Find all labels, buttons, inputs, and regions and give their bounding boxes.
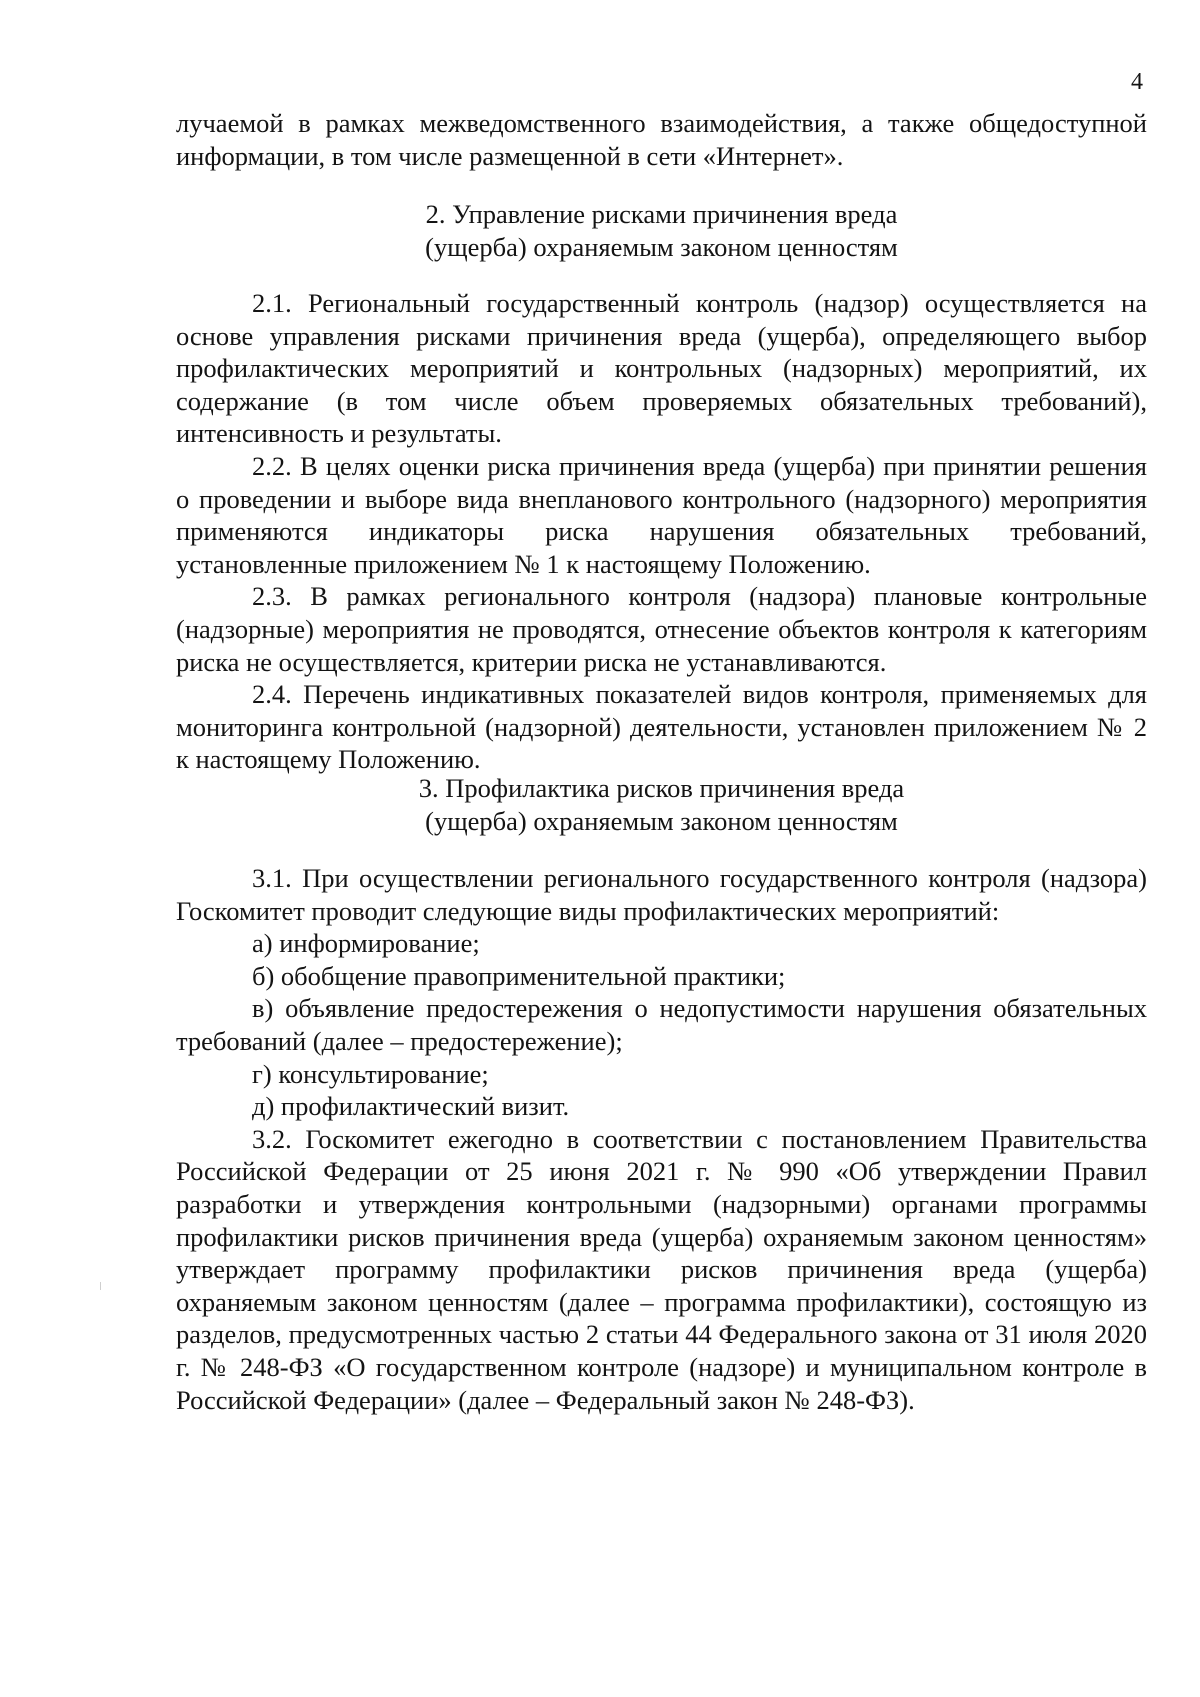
- list-item: г) консультирование;: [252, 1058, 489, 1089]
- paragraph-2-3: 2.3. В рамках регионального контроля (надзора) плановые контрольные (надзорные) мероприятия не проводятся, отнесение объектов контроля к категориям риска не осуществляется, критерии риска не устанавливаются.: [176, 581, 1147, 677]
- paragraph-2-4: 2.4. Перечень индикативных показателей видов контроля, применяемых для мониторинга контрольной (надзорной) деятельности, установлен приложением № 2 к настоящему Положению.: [176, 679, 1147, 775]
- list-item: а) информирование;: [252, 928, 480, 959]
- section-2-heading: [176, 198, 1147, 264]
- section-3-heading-line-1: 3. Профилактика рисков причинения вреда: [418, 773, 905, 803]
- intro-paragraph: лучаемой в рамках межведомственного взаимодействия, а также общедоступной информации, в том числе размещенной в сети «Интернет».: [176, 108, 1147, 171]
- section-2-heading-line-2: (ущерба) охраняемым законом ценностям: [425, 232, 898, 262]
- list-item: д) профилактический визит.: [252, 1091, 570, 1122]
- section-2-body: [176, 287, 1147, 776]
- paragraph-2-1: 2.1. Региональный государственный контроль (надзор) осуществляется на основе управления рисками причинения вреда (ущерба), определяющего выбор профилактических мероприятий и контрольных (надзорных) мероприятий, их содержание (в том числе объем проверяемых обязательных требований), интенсивность и результаты.: [176, 288, 1147, 449]
- paragraph-3-1: 3.1. При осуществлении регионального государственного контроля (надзора) Госкомитет проводит следующие виды профилактических мероприятий:: [176, 863, 1147, 926]
- page-number: 4: [1131, 69, 1143, 95]
- section-3-body: [176, 862, 1147, 1416]
- list-item: б) обобщение правоприменительной практики;: [252, 960, 786, 991]
- scan-artifact-mark: [100, 1282, 101, 1290]
- paragraph-3-2: 3.2. Госкомитет ежегодно в соответствии с постановлением Правительства Российской Федерации от 25 июня 2021 г. № 990 «Об утверждении Правил разработки и утверждения контрольными (надзорными) органами программы профилактики рисков причинения вреда (ущерба) охраняемым законом ценностям» утверждает программу профилактики рисков причинения вреда (ущерба) охраняемым законом ценностям (далее – программа профилактики), состоящую из разделов, предусмотренных частью 2 статьи 44 Федерального закона от 31 июля 2020 г. № 248-ФЗ «О государственном контроле (надзоре) и муниципальном контроле в Российской Федерации» (далее – Федеральный закон № 248-ФЗ).: [176, 1123, 1147, 1415]
- paragraph-2-2: 2.2. В целях оценки риска причинения вреда (ущерба) при принятии решения о проведении и выборе вида внепланового контрольного (надзорного) мероприятия применяются индикаторы риска нарушения обязательных требований, установленные приложением № 1 к настоящему Положению.: [176, 450, 1147, 579]
- intro-paragraph-block: [176, 107, 1147, 172]
- section-3-heading: [176, 772, 1147, 838]
- section-3-heading-line-2: (ущерба) охраняемым законом ценностям: [425, 806, 898, 836]
- section-2-heading-line-1: 2. Управление рисками причинения вреда: [425, 199, 898, 229]
- list-item: в) объявление предостережения о недопустимости нарушения обязательных требований (далее – предостережение);: [176, 993, 1147, 1056]
